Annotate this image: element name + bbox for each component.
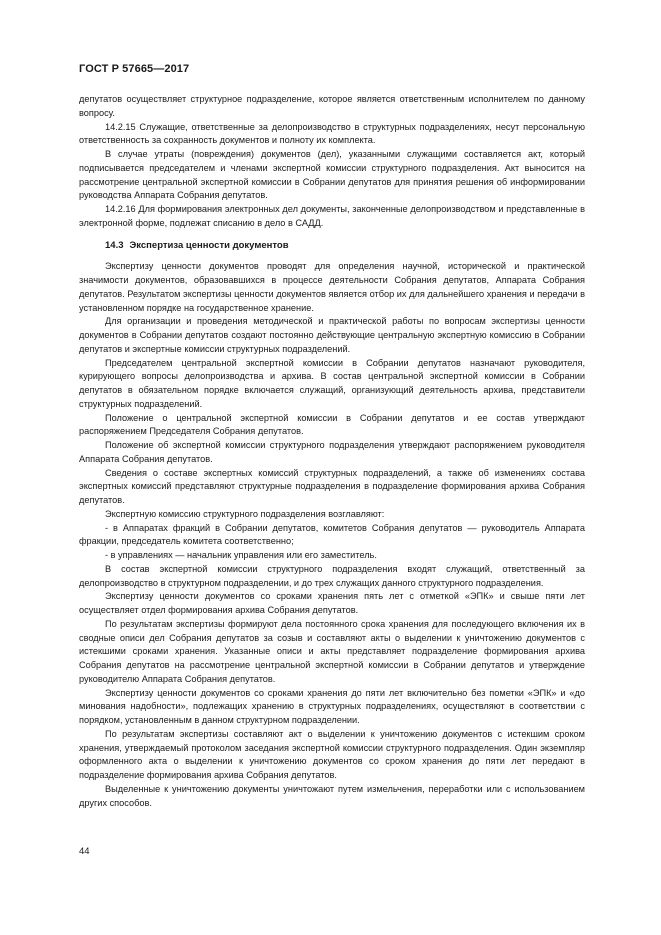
paragraph: Экспертную комиссию структурного подразделения возглавляют: [105, 508, 385, 519]
paragraph: В состав экспертной комиссии структурного подразделения входят служащий, ответственный за делопроизводство в структурном подразделении, и до трех служащих данного структурного подразделения. [79, 563, 585, 588]
paragraph: Положение о центральной экспертной комиссии в Собрании депутатов и ее состав утверждают распоряжением Председателя Собрания депутатов. [79, 412, 585, 437]
section-number: 14.3 [105, 239, 124, 251]
paragraph: Выделенные к уничтожению документы уничтожают путем измельчения, переработки или с использованием других способов. [79, 783, 585, 808]
paragraph: Для организации и проведения методической и практической работы по вопросам экспертизы ценности документов в Собрании депутатов создают постоянно действующие центральную экспертную комиссию в Собрании депутатов и экспертные комиссии структурных подразделений. [79, 316, 585, 354]
paragraph: По результатам экспертизы составляют акт о выделении к уничтожению документов с истекшим сроком хранения, утверждаемый протоколом заседания экспертной комиссии структурного подразделения. Один экземпляр оформленного акта о выделении к уничтожению документов со сроком хранения до пяти лет передают в подразделение формирования архива Собрания депутатов. [79, 728, 585, 780]
list-item: - в управлениях — начальник управления или его заместитель. [105, 550, 377, 560]
paragraph: Сведения о составе экспертных комиссий структурных подразделений, а также об изменениях состава экспертных комиссий представляют структурные подразделения в подразделение формирования архива Собрания депутатов. [79, 467, 585, 505]
paragraph: Экспертизу ценности документов со сроками хранения до пяти лет включительно без пометки «ЭПК» и «до минования надобности», подлежащих хранению в структурных подразделениях, осуществляют в соответствии с порядком, установленным в данном структурном подразделении. [79, 687, 585, 725]
paragraph: В случае утраты (повреждения) документов (дел), указанными служащими составляется акт, который подписывается председателем и членами экспертной комиссии структурного подразделения. Акт выносится на рассмотрение центральной экспертной комиссии в Собрании депутатов для принятия решения об информировании руководства Аппарата Собрания депутатов. [79, 149, 585, 201]
section-title: Экспертиза ценности документов [129, 239, 289, 251]
paragraph: Положение об экспертной комиссии структурного подразделения утверждают распоряжением руководителя Аппарата Собрания депутатов. [79, 440, 585, 464]
paragraph: 14.2.16 Для формирования электронных дел документы, законченные делопроизводством и представленные в электронной форме, подлежат списанию в дело в САДД. [79, 204, 585, 228]
paragraph: Председателем центральной экспертной комиссии в Собрании депутатов назначают руководителя, курирующего вопросы делопроизводства и архива. В состав центральной экспертной комиссии в Собрании депутатов в обязательном порядке включается служащий, организующий деятельность архива, представители структурных подразделений. [79, 357, 585, 409]
paragraph: 14.2.15 Служащие, ответственные за делопроизводство в структурных подразделениях, несут персональную ответственность за сохранность документов и полноту их комплекта. [79, 121, 585, 146]
list-item: - в Аппаратах фракций в Собрании депутатов, комитетов Собрания депутатов — руководитель Аппарата фракции, председатель комитета соответственно; [79, 522, 585, 547]
page-number: 44 [79, 846, 90, 857]
paragraph: Экспертизу ценности документов со сроками хранения пять лет с отметкой «ЭПК» и свыше пяти лет осуществляет отдел формирования архива Собрания депутатов. [79, 591, 585, 615]
document-header: ГОСТ Р 57665—2017 [79, 63, 190, 75]
document-body [79, 93, 585, 810]
paragraph: Экспертизу ценности документов проводят для определения научной, исторической и практической значимости документов, образовавшихся в процессе деятельности Собрания депутатов, Аппарата Собрания депутатов. Результатом экспертизы ценности документов является отбор их для дальнейшего хранения и передачи в установленном порядке на государственное хранение. [79, 261, 585, 313]
paragraph: По результатам экспертизы формируют дела постоянного срока хранения для последующего включения их в сводные описи дел Собрания депутатов за созыв и составляют акты о выделении к уничтожению документов с истекшими сроками хранения. Указанные описи и акты представляет подразделение формирования архива Собрания депутатов на рассмотрение центральной экспертной комиссии в Собрании депутатов и утверждение руководителю Аппарата Собрания депутатов. [79, 618, 585, 684]
section-heading [79, 239, 585, 253]
paragraph: депутатов осуществляет структурное подразделение, которое является ответственным исполнителем по данному вопросу. [79, 94, 585, 118]
